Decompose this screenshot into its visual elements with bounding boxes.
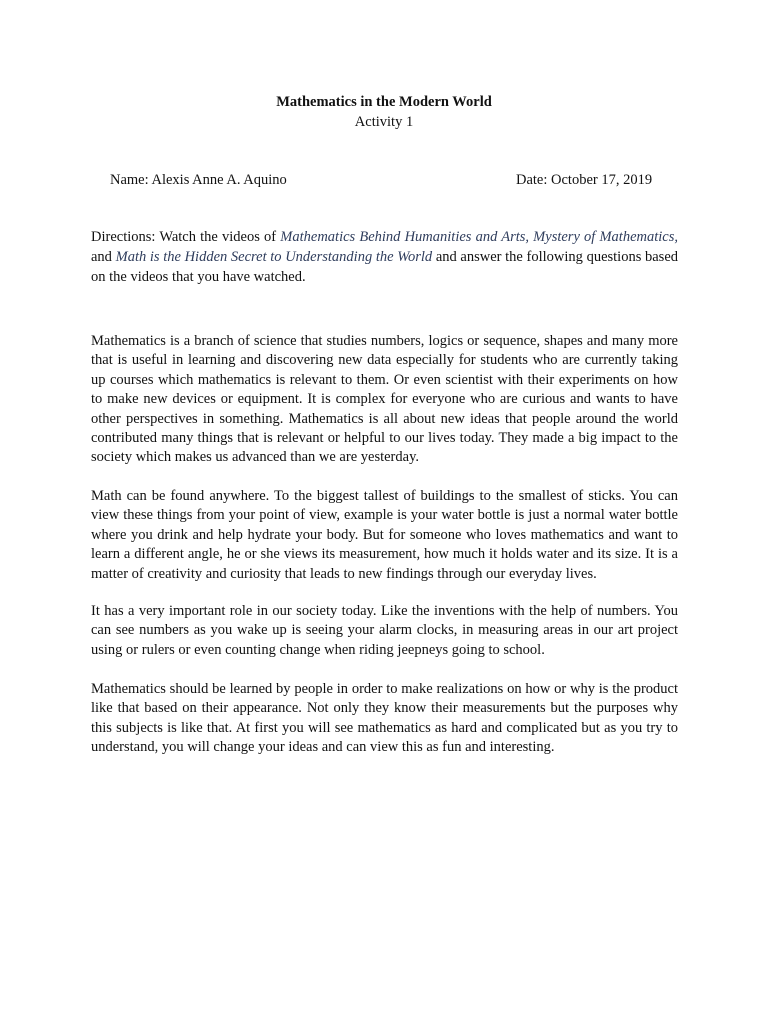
directions-joiner: and <box>91 249 116 265</box>
answer-paragraph-2: Math can be found anywhere. To the biggest tallest of buildings to the smallest of sticks. You can view these things from your point of view, example is your water bottle is just a normal water bottle where you drink and help hydrate your body. But for someone who loves mathematics and want to learn a different angle, he or she views its measurement, how much it holds water and its size. It is a matter of creativity and curiosity that leads to new findings through our everyday lives. <box>91 488 678 582</box>
answer-paragraph-1: Mathematics is a branch of science that studies numbers, logics or sequence, shapes and many more that is useful in learning and discovering new data especially for students who are currently taking up courses which mathematics is relevant to them. Or even scientist with their experiments on how to make new devices or equipment. It is complex for everyone who are curious and wants to have other perspectives in something. Mathematics is all about new ideas that people around the world contributed many things that is relevant or helpful to our lives today. They made a big impact to the society which makes us advanced than we are yesterday. <box>91 333 678 466</box>
answer-paragraph-3: It has a very important role in our society today. Like the inventions with the help of numbers. You can see numbers as you wake up is seeing your alarm clocks, in measuring areas in our art project using or rulers or even counting change when riding jeepneys going to school. <box>91 603 678 658</box>
answer-paragraph-4: Mathematics should be learned by people in order to make realizations on how or why is the product like that based on their appearance. Not only they know their measurements but the purposes why this subjects is like that. At first you will see mathematics as hard and complicated but as you try to understand, you will change your ideas and can view this as fun and interesting. <box>91 681 678 756</box>
directions-text <box>91 227 678 287</box>
video-title-2: Math is the Hidden Secret to Understanding the World <box>115 249 433 265</box>
submission-date: Date: October 17, 2019 <box>516 172 653 188</box>
video-title-1: Mathematics Behind Humanities and Arts, Mystery of Mathematics, <box>280 229 678 245</box>
document-subtitle: Activity 1 <box>354 114 414 130</box>
directions-lead: Directions: Watch the videos of <box>91 229 281 245</box>
document-title: Mathematics in the Modern World <box>276 94 492 110</box>
student-name: Name: Alexis Anne A. Aquino <box>110 172 287 188</box>
directions-tail: and answer the following questions based on the videos that you have watched. <box>91 249 679 285</box>
